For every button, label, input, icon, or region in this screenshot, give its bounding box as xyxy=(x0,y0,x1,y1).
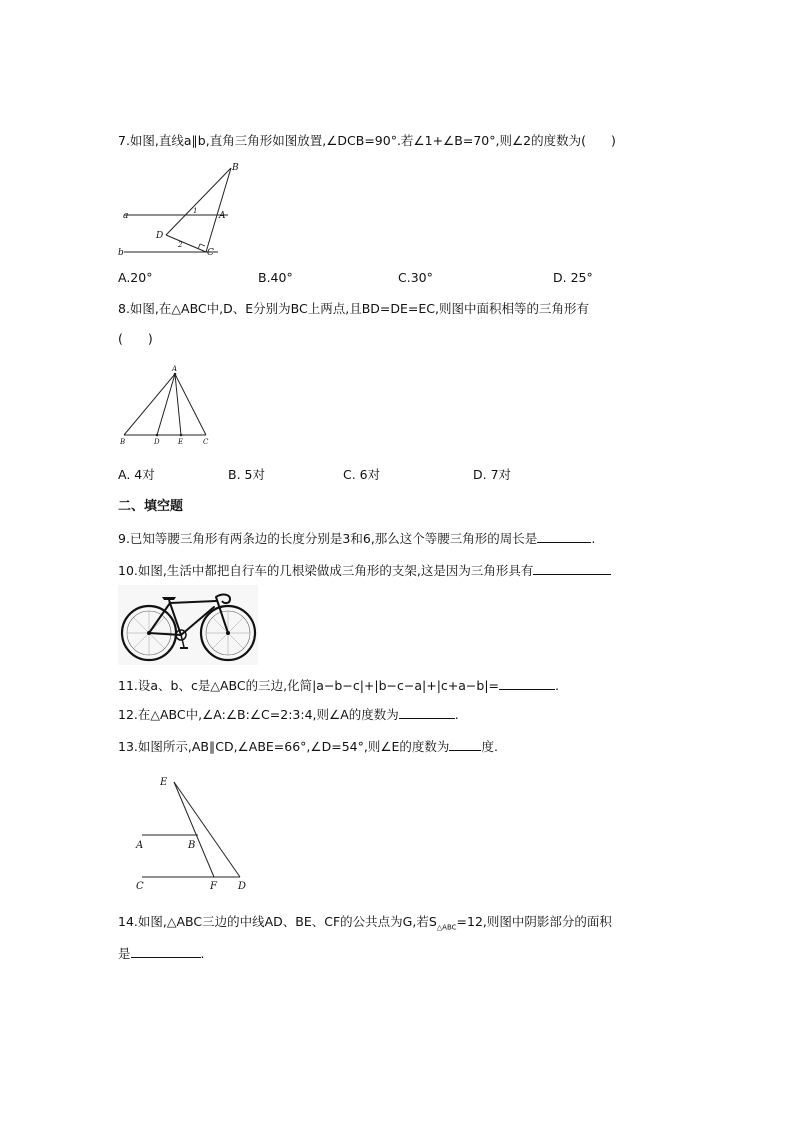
q7-label-B: B xyxy=(232,163,239,173)
q9-line xyxy=(118,530,595,547)
q7-label-a: a xyxy=(123,211,129,221)
q13-label-B: B xyxy=(188,840,196,851)
q8-text: 8.如图,在△ABC中,D、E分别为BC上两点,且BD=DE=EC,则图中面积相等的三角形有 xyxy=(118,301,589,316)
q13-label-C: C xyxy=(136,881,144,892)
q13-figure xyxy=(130,770,260,895)
q14-text2: =12,则图中阴影部分的面积 xyxy=(456,914,612,929)
q14-end: . xyxy=(200,946,205,961)
q7-label-b: b xyxy=(118,248,124,258)
q7-label-A: A xyxy=(219,211,226,221)
q7-label-C: C xyxy=(207,248,214,258)
q8-label-E: E xyxy=(178,438,184,446)
q9-text: 9.已知等腰三角形有两条边的长度分别是3和6,那么这个等腰三角形的周长是 xyxy=(118,531,538,546)
q8-label-B: B xyxy=(120,438,126,446)
q13-answer-blank[interactable] xyxy=(449,738,481,751)
q14-subscript: △ABC xyxy=(436,923,457,932)
q14-text1: 14.如图,△ABC三边的中线AD、BE、CF的公共点为G,若S xyxy=(118,914,437,929)
q13-line xyxy=(118,738,498,755)
q7-option-b[interactable]: B.40° xyxy=(258,270,293,285)
q11-text: 11.设a、b、c是△ABC的三边,化简|a−b−c|+|b−c−a|+|c+a−b|= xyxy=(118,678,500,693)
q13-label-F: F xyxy=(210,881,217,892)
q7-option-c[interactable]: C.30° xyxy=(398,270,433,285)
q14-line2 xyxy=(118,945,205,962)
q8-option-c[interactable]: C. 6对 xyxy=(343,467,381,482)
q12-text: 12.在△ABC中,∠A:∠B:∠C=2:3:4,则∠A的度数为 xyxy=(118,707,399,722)
q13-label-D: D xyxy=(238,881,247,892)
q10-text: 10.如图,生活中都把自行车的几根梁做成三角形的支架,这是因为三角形具有 xyxy=(118,563,534,578)
q8-option-a[interactable]: A. 4对 xyxy=(118,467,155,482)
q7-label-1: 1 xyxy=(193,207,198,215)
q7-label-2: 2 xyxy=(178,241,183,249)
q10-line xyxy=(118,562,611,579)
q8-figure xyxy=(118,362,218,448)
q9-answer-blank[interactable] xyxy=(537,530,591,543)
bicycle-image xyxy=(118,585,258,665)
q13-end: 度. xyxy=(481,739,498,754)
q7-option-a[interactable]: A.20° xyxy=(118,270,153,285)
section-title: 二、填空题 xyxy=(118,499,184,514)
q7-label-D: D xyxy=(156,231,164,241)
q13-label-E: E xyxy=(160,777,168,788)
q9-end: . xyxy=(591,531,596,546)
q8-label-A: A xyxy=(172,365,178,373)
q12-line xyxy=(118,706,459,723)
q12-answer-blank[interactable] xyxy=(399,706,455,719)
q7-text: 7.如图,直线a∥b,直角三角形如图放置,∠DCB=90°.若∠1+∠B=70°,则∠2的度数为( ) xyxy=(118,133,616,148)
q14-line1 xyxy=(118,914,612,936)
q8-option-b[interactable]: B. 5对 xyxy=(228,467,265,482)
q8-label-D: D xyxy=(154,438,160,446)
q11-line xyxy=(118,677,559,694)
q7-figure xyxy=(118,160,248,260)
q8-paren: ( ) xyxy=(118,331,153,346)
q14-answer-blank[interactable] xyxy=(131,945,201,958)
q11-answer-blank[interactable] xyxy=(499,677,555,690)
q11-end: . xyxy=(555,678,559,693)
q13-text: 13.如图所示,AB∥CD,∠ABE=66°,∠D=54°,则∠E的度数为 xyxy=(118,739,450,754)
q14-line2-text: 是 xyxy=(118,946,131,961)
q10-answer-blank[interactable] xyxy=(533,562,611,575)
q13-label-A: A xyxy=(136,840,144,851)
q8-label-C: C xyxy=(203,438,209,446)
q8-option-d[interactable]: D. 7对 xyxy=(473,467,512,482)
q12-end: . xyxy=(454,707,459,722)
q7-option-d[interactable]: D. 25° xyxy=(553,270,593,285)
